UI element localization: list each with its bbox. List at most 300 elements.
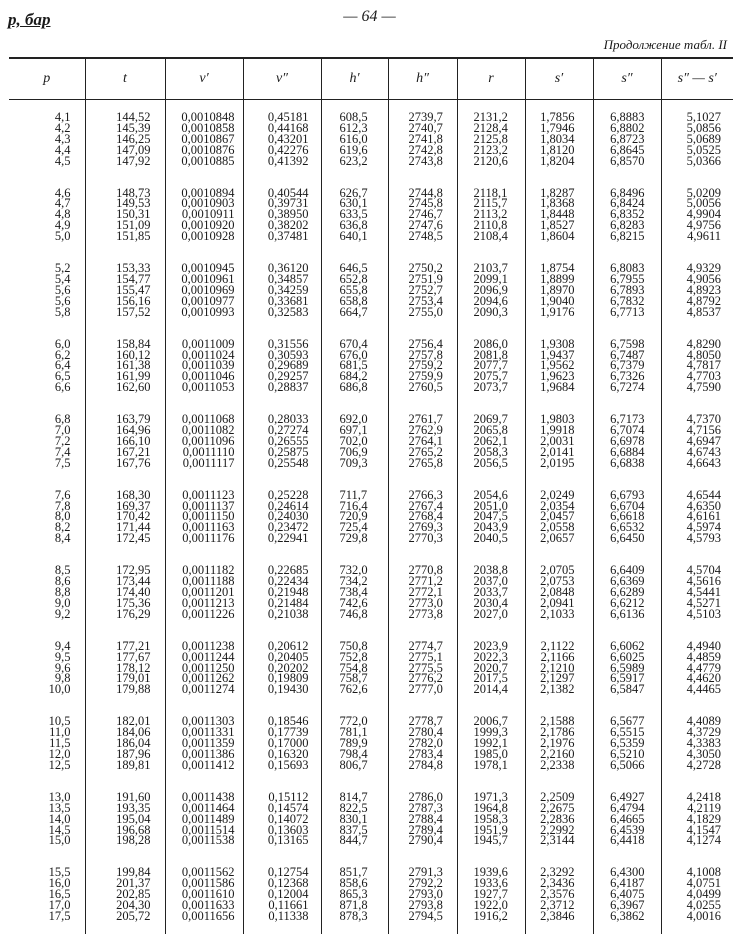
table-value: 0,23472 xyxy=(267,520,309,535)
steam-properties-table xyxy=(9,57,733,934)
table-value: 174,40 xyxy=(116,585,151,599)
table-value: 2774,7 xyxy=(408,638,443,653)
table-value: 7,8 xyxy=(54,498,71,513)
table-value: 177,21 xyxy=(116,638,151,653)
table-value: 0,0010920 xyxy=(181,218,235,233)
table-value: 186,04 xyxy=(116,736,151,751)
table-value: 6,6838 xyxy=(610,455,645,470)
table-value: 2747,6 xyxy=(408,218,443,233)
table-value: 0,0011182 xyxy=(182,563,235,578)
table-value: 2096,9 xyxy=(473,282,508,297)
table-value: 173,44 xyxy=(116,574,151,589)
table-value: 2,3436 xyxy=(540,876,575,891)
table-value: 0,20202 xyxy=(267,660,309,675)
cell-s-vapor xyxy=(593,100,661,179)
table-value: 6,7955 xyxy=(610,271,645,286)
table-value: 4,5974 xyxy=(686,520,721,535)
table-value: 2786,0 xyxy=(408,789,443,804)
cell-t xyxy=(85,254,165,330)
cell-r xyxy=(457,858,525,934)
table-value: 198,28 xyxy=(116,833,151,848)
table-value: 6,6369 xyxy=(610,574,645,589)
cell-h-liquid xyxy=(321,100,388,179)
table-value: 167,21 xyxy=(116,444,151,459)
table-value: 2759,9 xyxy=(408,369,443,384)
table-value: 4,7156 xyxy=(686,423,721,438)
table-value: 2778,7 xyxy=(408,714,443,729)
table-value: 0,41392 xyxy=(267,153,309,168)
table-value: 12,5 xyxy=(48,757,71,772)
table-value: 2131,2 xyxy=(473,110,508,124)
table-value: 6,2 xyxy=(54,347,71,362)
cell-s-difference xyxy=(661,330,733,406)
table-value: 734,2 xyxy=(339,574,368,589)
cell-s-difference xyxy=(661,556,733,632)
cell-s-vapor xyxy=(593,858,661,934)
cell-h-liquid xyxy=(321,858,388,934)
table-value: 2741,8 xyxy=(408,131,443,146)
table-value: 161,38 xyxy=(116,358,151,373)
table-value: 170,42 xyxy=(116,509,151,524)
table-value: 2128,4 xyxy=(473,120,508,135)
cell-h-vapor xyxy=(388,783,457,859)
table-value: 146,25 xyxy=(116,131,151,146)
table-value: 4,3729 xyxy=(686,725,721,740)
table-value: 6,5210 xyxy=(610,746,645,761)
page-number: — 64 — xyxy=(343,8,396,25)
table-value: 2,2509 xyxy=(540,789,575,804)
table-value: 1,7946 xyxy=(540,120,575,135)
table-value: 2762,9 xyxy=(408,423,443,438)
table-value: 1945,7 xyxy=(473,833,508,848)
table-value: 4,8792 xyxy=(686,293,721,308)
table-value: 1978,1 xyxy=(473,757,508,772)
table-value: 0,42276 xyxy=(267,142,309,157)
table-value: 6,4539 xyxy=(610,822,645,837)
table-value: 164,96 xyxy=(116,423,151,438)
table-body xyxy=(9,100,733,934)
table-value: 4,4 xyxy=(54,142,71,157)
cell-v-vapor xyxy=(243,254,321,330)
table-value: 2753,4 xyxy=(408,293,443,308)
cell-p xyxy=(9,254,85,330)
table-value: 1916,2 xyxy=(473,908,508,923)
table-value: 6,6136 xyxy=(610,606,645,621)
table-value: 0,0010885 xyxy=(181,153,235,168)
table-value: 851,7 xyxy=(339,865,368,880)
table-value: 0,0011188 xyxy=(182,574,235,589)
table-value: 0,17000 xyxy=(267,736,309,751)
table-continuation-label: Продолжение табл. II xyxy=(603,37,727,52)
table-value: 187,96 xyxy=(116,746,151,761)
table-value: 1,9623 xyxy=(540,369,575,384)
table-value: 193,35 xyxy=(116,800,151,815)
cell-r xyxy=(457,556,525,632)
table-value: 168,30 xyxy=(116,487,151,502)
cell-s-difference xyxy=(661,632,733,708)
table-value: 2125,8 xyxy=(473,131,508,146)
table-value: 754,8 xyxy=(339,660,368,675)
cell-r xyxy=(457,254,525,330)
table-value: 2,1976 xyxy=(540,736,575,751)
table-value: 6,4418 xyxy=(610,833,645,848)
table-value: 1964,8 xyxy=(473,800,508,815)
table-value: 0,0011538 xyxy=(181,833,235,848)
table-value: 6,3967 xyxy=(610,898,645,913)
table-value: 0,26555 xyxy=(267,433,309,448)
cell-p xyxy=(9,330,85,406)
table-value: 4,0499 xyxy=(686,887,721,902)
table-value: 636,8 xyxy=(339,218,368,233)
table-value: 0,0011610 xyxy=(181,887,235,902)
table-value: 0,40544 xyxy=(267,185,309,200)
cell-v-liquid xyxy=(165,632,243,708)
table-value: 670,4 xyxy=(339,336,368,351)
table-value: 202,85 xyxy=(116,887,151,902)
table-value: 2006,7 xyxy=(473,714,508,729)
table-value: 2788,4 xyxy=(408,811,443,826)
table-value: 171,44 xyxy=(116,520,151,535)
table-value: 6,7379 xyxy=(610,358,645,373)
table-value: 0,34857 xyxy=(267,271,309,286)
table-value: 630,1 xyxy=(339,196,368,211)
table-value: 1,9040 xyxy=(540,293,575,308)
table-value: 798,4 xyxy=(339,746,368,761)
table-value: 2118,1 xyxy=(473,185,508,200)
table-value: 746,8 xyxy=(339,606,368,621)
table-value: 0,0011359 xyxy=(181,736,235,751)
table-value: 684,2 xyxy=(339,369,368,384)
table-value: 738,4 xyxy=(339,585,368,599)
table-value: 0,13165 xyxy=(267,833,309,848)
cell-h-liquid xyxy=(321,481,388,557)
table-value: 2761,7 xyxy=(408,412,443,427)
table-value: 169,37 xyxy=(116,498,151,513)
cell-r xyxy=(457,179,525,255)
table-value: 2075,7 xyxy=(473,369,508,384)
table-value: 2062,1 xyxy=(473,433,508,448)
table-value: 4,1 xyxy=(54,110,71,124)
table-value: 2784,8 xyxy=(408,757,443,772)
table-value: 6,8 xyxy=(54,412,71,427)
cell-s-vapor xyxy=(593,632,661,708)
table-value: 5,0525 xyxy=(686,142,721,157)
table-value: 0,0011303 xyxy=(181,714,235,729)
table-value: 2,0141 xyxy=(540,444,575,459)
table-value: 1,8287 xyxy=(540,185,575,200)
cell-h-vapor xyxy=(388,330,457,406)
table-value: 619,6 xyxy=(339,142,368,157)
table-value: 2,1033 xyxy=(540,606,575,621)
cell-t xyxy=(85,481,165,557)
table-value: 7,4 xyxy=(54,444,71,459)
table-value: 6,4665 xyxy=(610,811,645,826)
table-value: 0,0011150 xyxy=(182,509,235,524)
table-value: 6,8424 xyxy=(610,196,645,211)
cell-v-liquid xyxy=(165,254,243,330)
cell-s-liquid xyxy=(525,783,593,859)
cell-t xyxy=(85,632,165,708)
cell-v-liquid xyxy=(165,556,243,632)
table-value: 6,8570 xyxy=(610,153,645,168)
table-value: 5,6 xyxy=(54,293,71,308)
table-value: 4,5271 xyxy=(686,595,721,610)
table-value: 5,1027 xyxy=(686,110,721,124)
table-value: 4,1008 xyxy=(686,865,721,880)
table-value: 161,99 xyxy=(116,369,151,384)
table-value: 11,0 xyxy=(49,725,71,740)
table-value: 2023,9 xyxy=(473,638,508,653)
table-value: 2750,2 xyxy=(408,261,443,276)
cell-p xyxy=(9,405,85,481)
table-value: 8,2 xyxy=(54,520,71,535)
table-value: 9,4 xyxy=(54,638,71,653)
table-value: 2,3292 xyxy=(540,865,575,880)
table-value: 0,12368 xyxy=(267,876,309,891)
table-value: 2123,2 xyxy=(473,142,508,157)
table-value: 148,73 xyxy=(116,185,151,200)
table-value: 4,8 xyxy=(54,207,71,222)
cell-s-vapor xyxy=(593,783,661,859)
table-value: 0,0011068 xyxy=(181,412,235,427)
table-value: 0,36120 xyxy=(267,261,309,276)
table-value: 0,0011053 xyxy=(181,380,235,395)
table-value: 2,2836 xyxy=(540,811,575,826)
table-value: 0,0011586 xyxy=(181,876,235,891)
table-value: 658,8 xyxy=(339,293,368,308)
table-value: 0,30593 xyxy=(267,347,309,362)
table-value: 0,34259 xyxy=(267,282,309,297)
table-value: 2120,6 xyxy=(473,153,508,168)
table-value: 144,52 xyxy=(116,110,151,124)
table-value: 2103,7 xyxy=(473,261,508,276)
table-value: 150,31 xyxy=(116,207,151,222)
cell-s-liquid xyxy=(525,254,593,330)
table-value: 4,6643 xyxy=(686,455,721,470)
table-value: 2115,7 xyxy=(473,196,508,211)
table-value: 0,0010903 xyxy=(181,196,235,211)
table-value: 0,37481 xyxy=(267,229,309,244)
table-value: 6,4300 xyxy=(610,865,645,880)
table-value: 0,0011562 xyxy=(181,865,235,880)
table-value: 4,1274 xyxy=(686,833,721,848)
table-value: 149,53 xyxy=(116,196,151,211)
table-value: 6,5515 xyxy=(610,725,645,740)
table-value: 2789,4 xyxy=(408,822,443,837)
table-value: 14,5 xyxy=(48,822,71,837)
table-value: 1,9562 xyxy=(540,358,575,373)
table-value: 6,5066 xyxy=(610,757,645,772)
table-value: 6,5917 xyxy=(610,671,645,686)
table-value: 6,4187 xyxy=(610,876,645,891)
table-value: 0,28837 xyxy=(267,380,309,395)
table-value: 2065,8 xyxy=(473,423,508,438)
table-value: 814,7 xyxy=(339,789,368,804)
table-value: 676,0 xyxy=(339,347,368,362)
cell-v-vapor xyxy=(243,858,321,934)
cell-t xyxy=(85,858,165,934)
table-row-group xyxy=(9,405,733,481)
table-value: 1,8204 xyxy=(540,153,575,168)
table-value: 2770,3 xyxy=(408,531,443,546)
table-value: 0,0011250 xyxy=(181,660,235,675)
table-value: 4,2 xyxy=(54,120,71,135)
table-value: 4,9611 xyxy=(687,229,721,244)
table-value: 147,09 xyxy=(116,142,151,157)
cell-v-vapor xyxy=(243,100,321,179)
cell-s-liquid xyxy=(525,858,593,934)
table-value: 4,4940 xyxy=(686,638,721,653)
table-value: 2770,8 xyxy=(408,563,443,578)
table-value: 5,0056 xyxy=(686,196,721,211)
table-value: 2777,0 xyxy=(408,682,443,697)
table-value: 612,3 xyxy=(339,120,368,135)
table-value: 6,4 xyxy=(54,358,71,373)
table-value: 0,0011514 xyxy=(181,822,235,837)
cell-s-vapor xyxy=(593,330,661,406)
cell-p xyxy=(9,783,85,859)
cell-r xyxy=(457,783,525,859)
table-value: 2756,4 xyxy=(408,336,443,351)
table-value: 4,0016 xyxy=(686,908,721,923)
table-value: 0,0011438 xyxy=(181,789,235,804)
table-value: 2,2675 xyxy=(540,800,575,815)
table-value: 626,7 xyxy=(339,185,368,200)
cell-v-liquid xyxy=(165,783,243,859)
table-value: 5,8 xyxy=(54,304,71,319)
table-value: 0,0011262 xyxy=(181,671,235,686)
cell-t xyxy=(85,556,165,632)
table-value: 13,5 xyxy=(48,800,71,815)
table-value: 4,5103 xyxy=(686,606,721,621)
table-value: 2099,1 xyxy=(473,271,508,286)
table-value: 204,30 xyxy=(116,898,151,913)
table-value: 616,0 xyxy=(339,131,368,146)
table-value: 0,0011633 xyxy=(181,898,235,913)
table-value: 0,25228 xyxy=(267,487,309,502)
table-value: 4,6 xyxy=(54,185,71,200)
table-value: 0,25548 xyxy=(267,455,309,470)
table-value: 844,7 xyxy=(339,833,368,848)
table-value: 2,0657 xyxy=(540,531,575,546)
table-value: 2757,8 xyxy=(408,347,443,362)
cell-s-difference xyxy=(661,481,733,557)
table-value: 6,7713 xyxy=(610,304,645,319)
table-value: 6,7598 xyxy=(610,336,645,351)
table-value: 2090,3 xyxy=(473,304,508,319)
table-value: 0,19430 xyxy=(267,682,309,697)
table-value: 151,09 xyxy=(116,218,151,233)
column-header-h-liquid: h′ xyxy=(321,58,388,100)
cell-h-vapor xyxy=(388,632,457,708)
table-value: 7,5 xyxy=(54,455,71,470)
cell-t xyxy=(85,405,165,481)
table-value: 0,0010848 xyxy=(181,110,235,124)
table-value: 145,39 xyxy=(116,120,151,135)
table-value: 608,5 xyxy=(339,110,368,124)
table-value: 6,8883 xyxy=(610,110,645,124)
table-value: 1922,0 xyxy=(473,898,508,913)
table-value: 0,25875 xyxy=(267,444,309,459)
table-value: 191,60 xyxy=(116,789,151,804)
table-value: 2030,4 xyxy=(473,595,508,610)
table-value: 6,6704 xyxy=(610,498,645,513)
table-value: 177,67 xyxy=(116,649,151,664)
table-value: 5,0856 xyxy=(686,120,721,135)
table-value: 4,2418 xyxy=(686,789,721,804)
table-value: 6,0 xyxy=(54,336,71,351)
table-value: 6,5989 xyxy=(610,660,645,675)
table-value: 2771,2 xyxy=(408,574,443,589)
table-value: 2,3144 xyxy=(540,833,575,848)
table-value: 2791,3 xyxy=(408,865,443,880)
table-value: 2,3712 xyxy=(540,898,575,913)
table-value: 6,7074 xyxy=(610,423,645,438)
table-value: 9,2 xyxy=(54,606,71,621)
table-value: 0,0010993 xyxy=(181,304,235,319)
table-value: 6,8215 xyxy=(610,229,645,244)
table-value: 0,0011123 xyxy=(182,487,235,502)
table-value: 2,1122 xyxy=(540,638,575,653)
cell-v-liquid xyxy=(165,858,243,934)
cell-p xyxy=(9,100,85,179)
table-value: 6,5 xyxy=(54,369,71,384)
cell-v-vapor xyxy=(243,481,321,557)
table-value: 155,47 xyxy=(116,282,151,297)
table-value: 2,1297 xyxy=(540,671,575,686)
table-value: 0,32583 xyxy=(267,304,309,319)
table-value: 2017,5 xyxy=(473,671,508,686)
table-value: 2027,0 xyxy=(473,606,508,621)
table-value: 4,4620 xyxy=(686,671,721,686)
table-value: 196,68 xyxy=(116,822,151,837)
table-value: 2058,3 xyxy=(473,444,508,459)
table-value: 179,01 xyxy=(116,671,151,686)
table-value: 4,8537 xyxy=(686,304,721,319)
column-header-p: p xyxy=(9,58,85,100)
table-value: 11,5 xyxy=(49,736,71,751)
table-value: 781,1 xyxy=(339,725,368,740)
table-value: 1,8448 xyxy=(540,207,575,222)
table-row-group xyxy=(9,254,733,330)
cell-s-liquid xyxy=(525,330,593,406)
table-value: 8,6 xyxy=(54,574,71,589)
column-header-v-liquid: v′ xyxy=(165,58,243,100)
table-value: 16,5 xyxy=(48,887,71,902)
table-value: 4,4779 xyxy=(686,660,721,675)
cell-v-vapor xyxy=(243,179,321,255)
cell-t xyxy=(85,783,165,859)
table-value: 4,8050 xyxy=(686,347,721,362)
table-value: 0,11661 xyxy=(268,898,309,913)
table-value: 2,2338 xyxy=(540,757,575,772)
table-value: 2,0249 xyxy=(540,487,575,502)
table-value: 7,6 xyxy=(54,487,71,502)
table-value: 6,8083 xyxy=(610,261,645,276)
table-value: 2,3846 xyxy=(540,908,575,923)
table-value: 17,0 xyxy=(48,898,71,913)
table-value: 822,5 xyxy=(339,800,368,815)
cell-t xyxy=(85,179,165,255)
table-value: 184,06 xyxy=(116,725,151,740)
table-value: 2,0941 xyxy=(540,595,575,610)
table-value: 681,5 xyxy=(339,358,368,373)
table-value: 2022,3 xyxy=(473,649,508,664)
table-value: 6,6884 xyxy=(610,444,645,459)
table-value: 6,4927 xyxy=(610,789,645,804)
cell-p xyxy=(9,858,85,934)
table-value: 858,6 xyxy=(339,876,368,891)
